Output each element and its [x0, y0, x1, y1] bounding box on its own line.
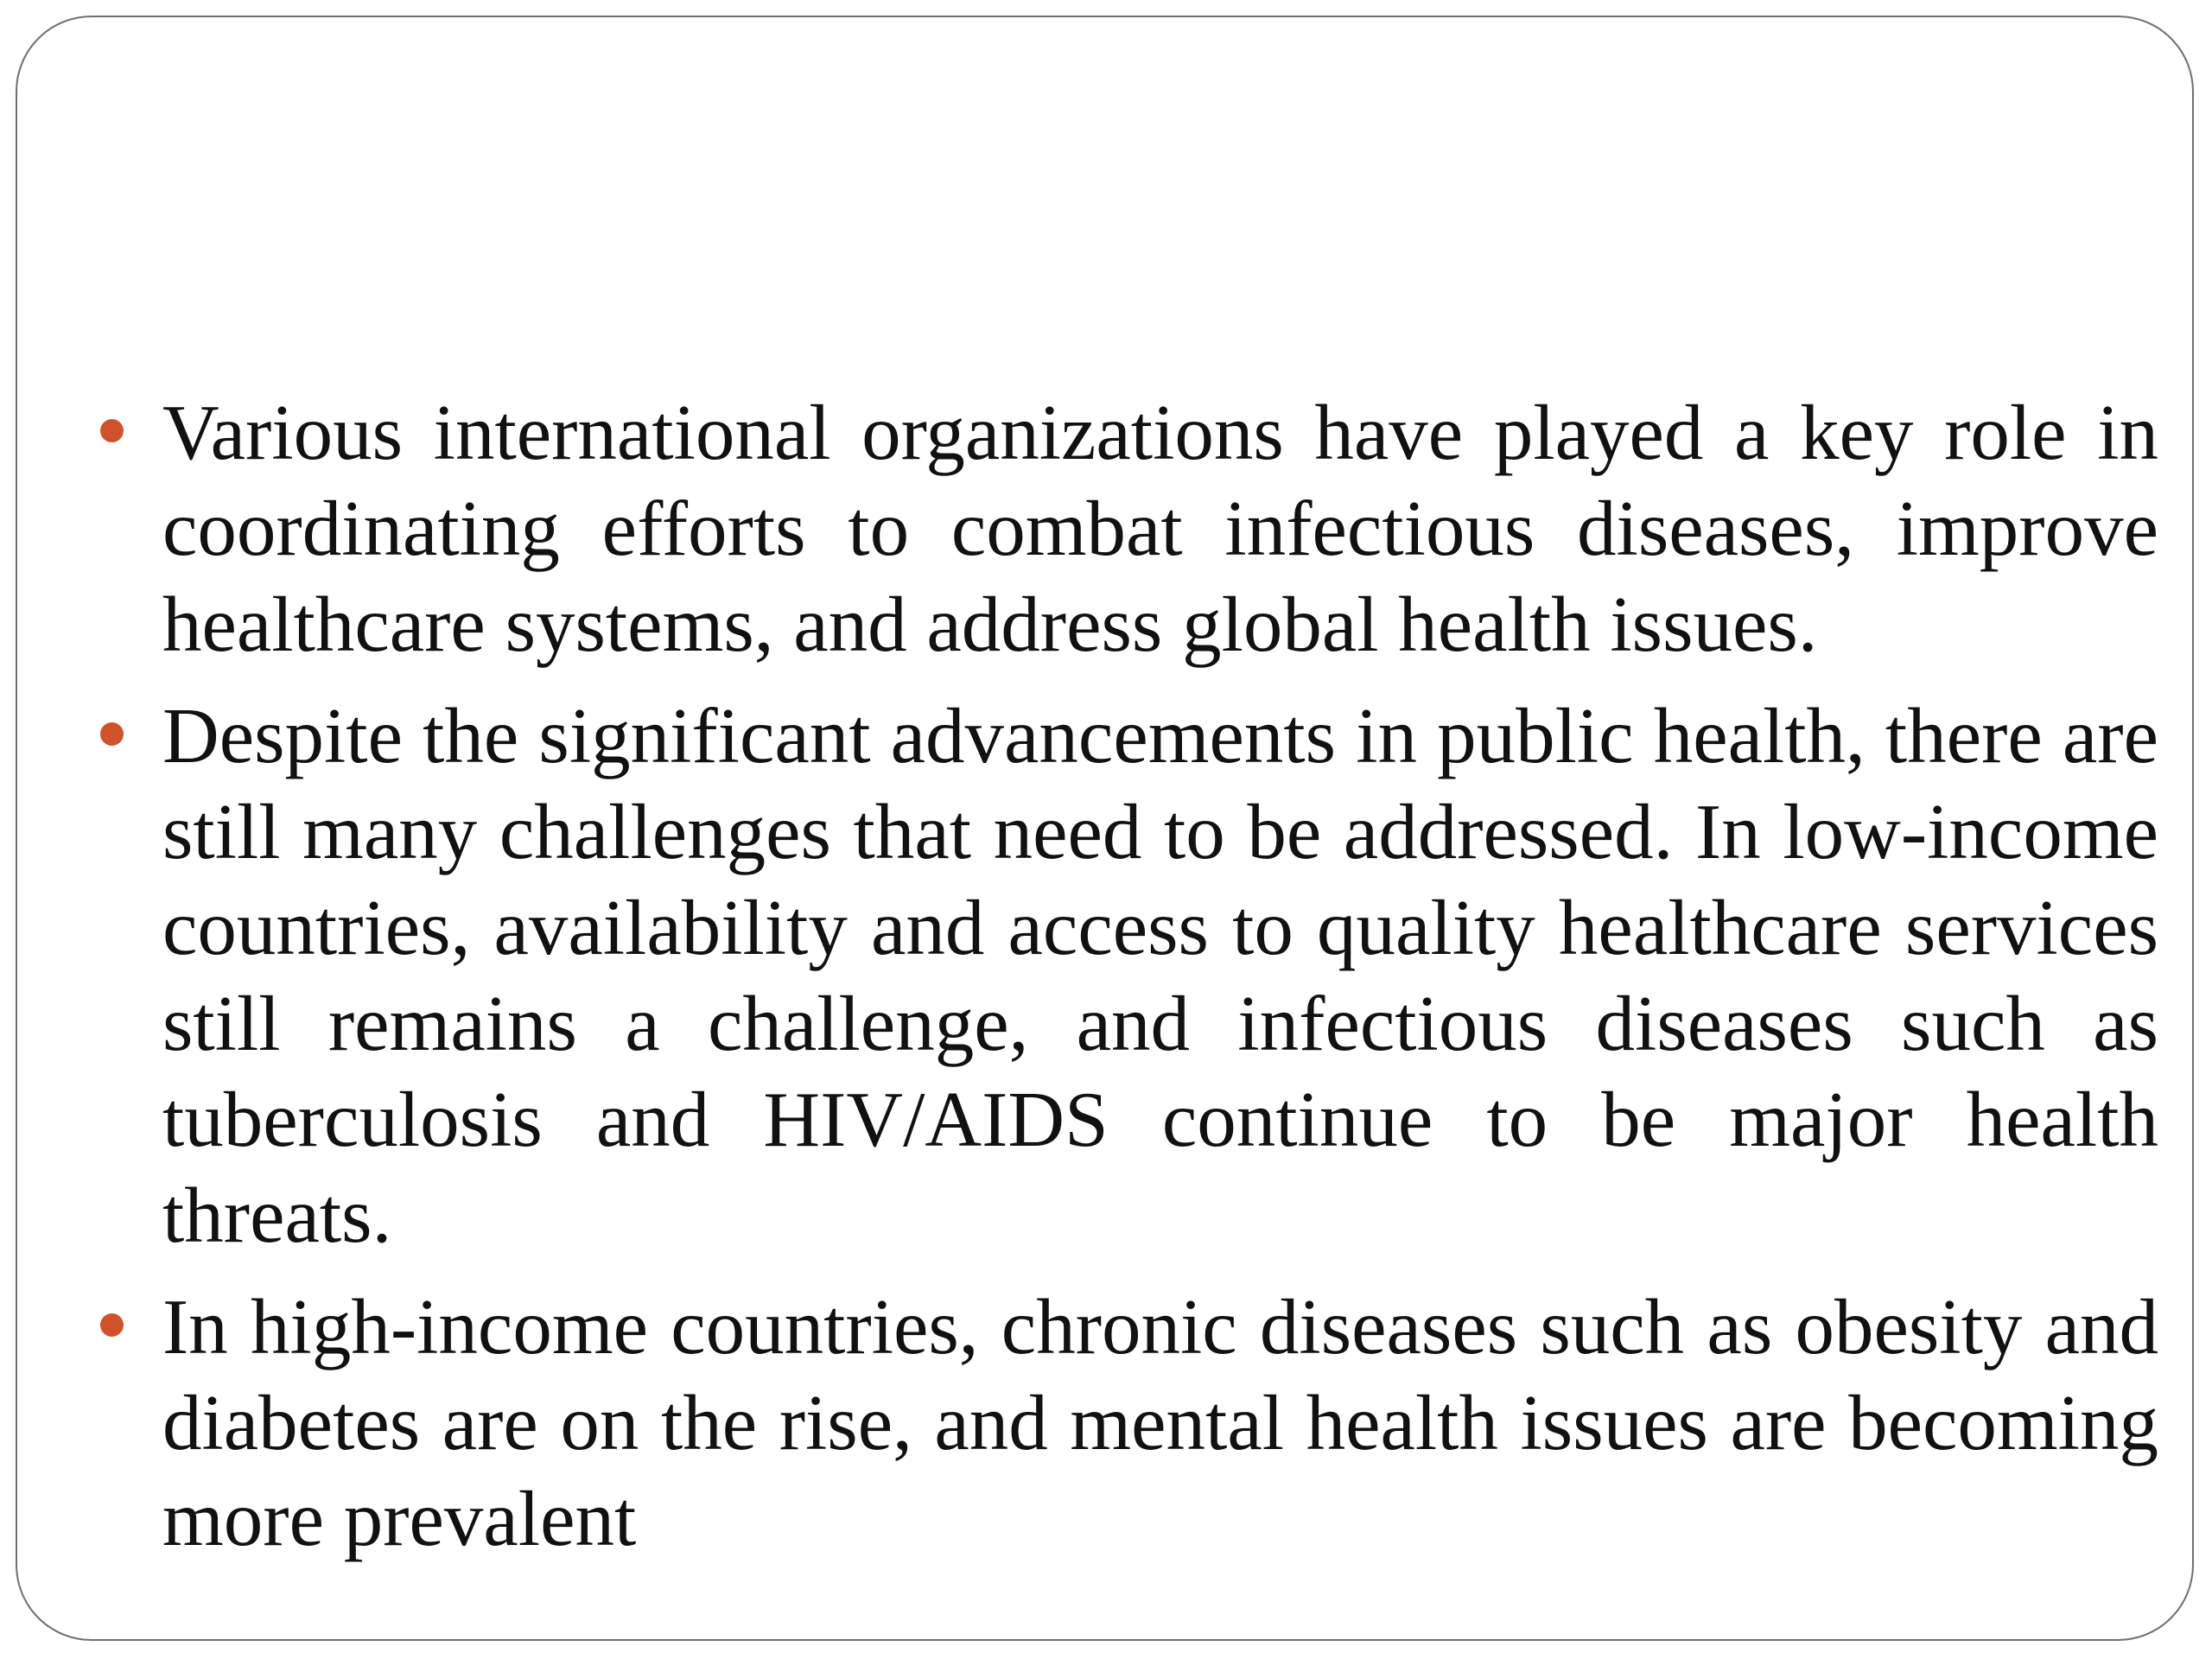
bullet-text: In high-income countries, chronic diseases such as obesity and diabetes are on the rise, and mental health issues are becoming more prevalent [162, 1283, 2158, 1562]
bullet-item [92, 1279, 2158, 1567]
bullet-text: Despite the significant advancements in public health, there are still many challenges that need to be addressed. In low-income countries, availability and access to quality healthcare services still remains a challenge, and infectious diseases such as tuberculosis and HIV/AIDS continue to be major health threats. [162, 692, 2158, 1259]
bullet-dot-icon [100, 1313, 124, 1337]
bullet-item [92, 688, 2158, 1263]
slide-frame [16, 16, 2194, 1641]
bullet-dot-icon [100, 419, 124, 442]
bullet-text: Various international organizations have played a key role in coordinating efforts to combat infectious diseases, improve healthcare systems, and address global health issues. [162, 389, 2158, 668]
bullet-list [92, 385, 2158, 1582]
bullet-dot-icon [100, 722, 124, 746]
bullet-item [92, 385, 2158, 672]
